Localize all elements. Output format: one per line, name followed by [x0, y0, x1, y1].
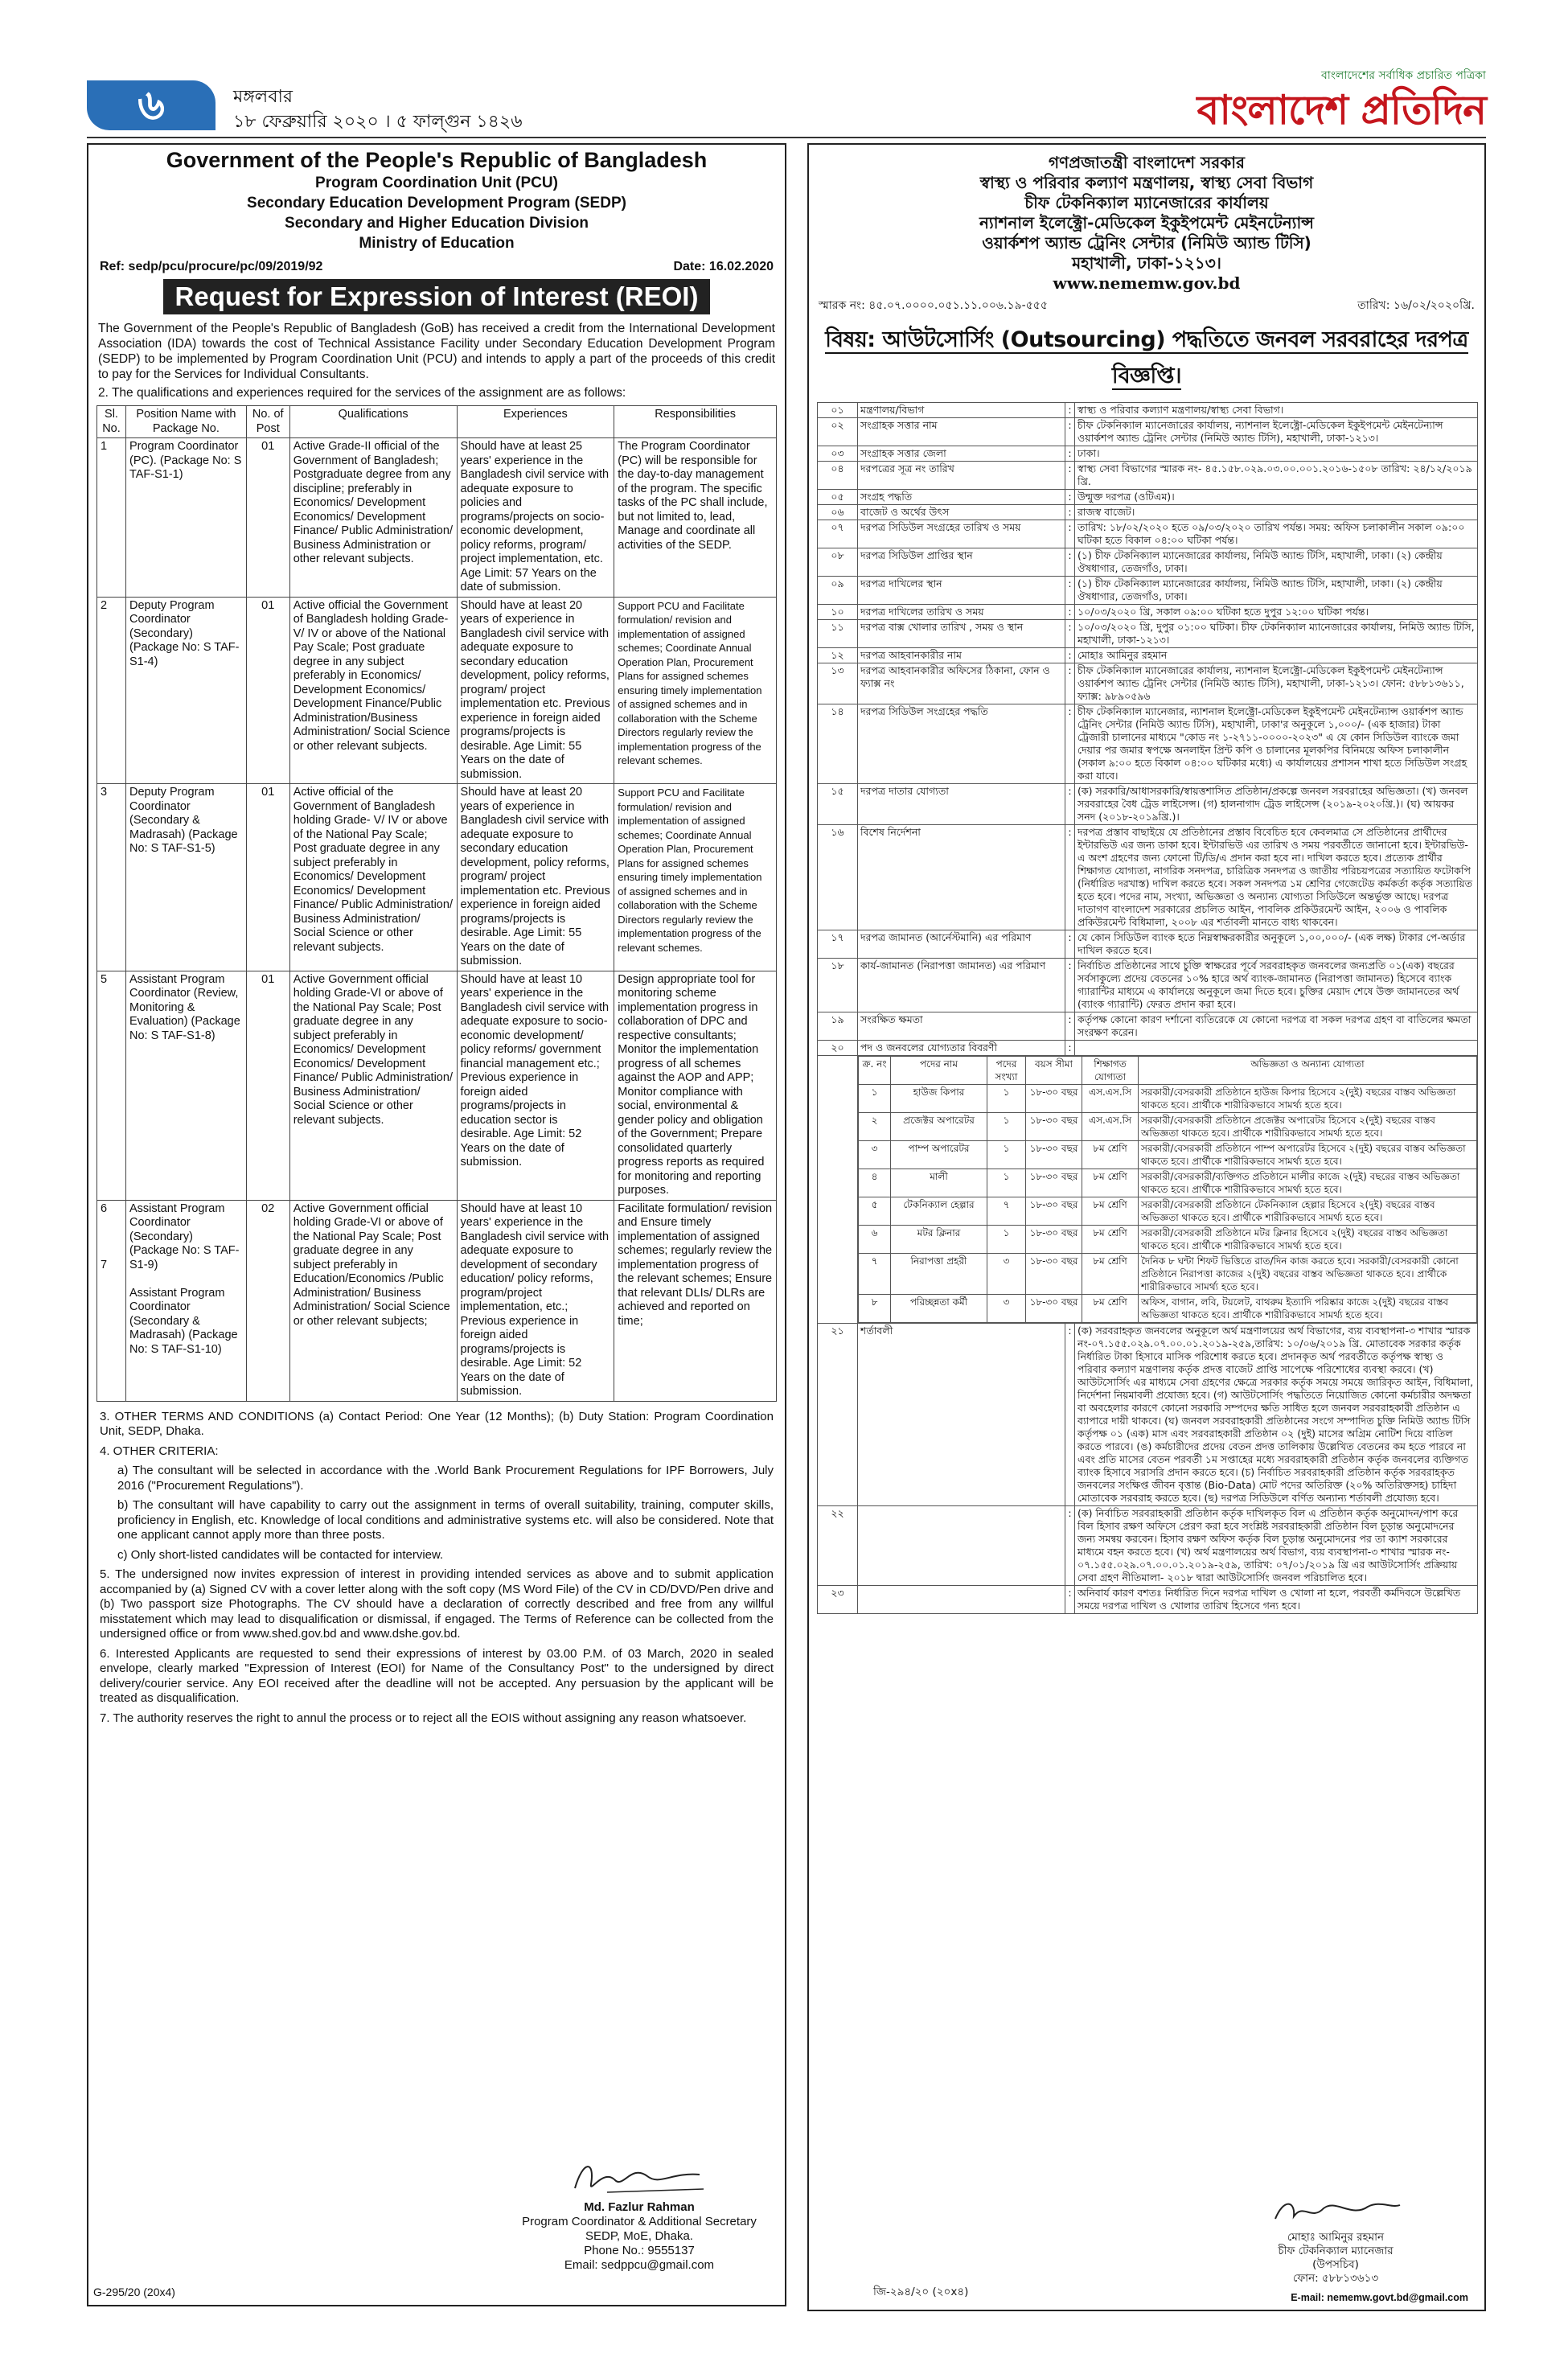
posts-spacer	[818, 1056, 858, 1324]
post-row	[859, 1226, 1477, 1254]
ad2-head-line: স্বাস্থ্য ও পরিবার কল্যাণ মন্ত্রণালয়, স্বাস্থ্য সেবা বিভাগ	[979, 173, 1314, 192]
tender-row	[818, 1012, 1478, 1041]
colon-separator: :	[1065, 403, 1075, 418]
posts-col-header: পদের সংখ্যা	[987, 1057, 1026, 1085]
terms-section	[88, 1402, 785, 1727]
tender-row-value: কর্তৃপক্ষ কোনো কারণ দর্শানো ব্যতিরেকে যে কোনো দরপত্র বা সকল দরপত্র গ্রহণ বা বাতিলের ক্ষমতা সংরক্ষণ করেন।	[1075, 1012, 1478, 1041]
post-cell: মটর ক্লিনার	[891, 1226, 987, 1254]
post-cell: ১	[987, 1113, 1026, 1141]
ad1-line: Program Coordination Unit (PCU)	[315, 175, 558, 191]
post-row	[859, 1085, 1477, 1113]
tender-row-label: দরপত্র আহবানকারীর অফিসের ঠিকানা, ফোন ও ফ্যাক্স নং	[858, 663, 1065, 704]
cell-experience: Should have at least 20 years of experience in Bangladesh civil service with adequate exposure to secondary education development, policy reforms, program/ project implementation etc. Previous experience in foreign aided programs/projects is desirable. Age Limit: 55 Years on the date of submission.	[457, 784, 614, 971]
header-rule	[87, 137, 1486, 138]
tender-row-value: দরপত্র প্রস্তাব বাছাইয়ে যে প্রতিষ্ঠানের প্রস্তাব বিবেচিত হবে কেবলমাত্র সে প্রতিষ্ঠানের প্রার্থীদের ইন্টারভিউ এর জন্য ডাকা হবে। ইন্টারভিউ এর তারিখ ও সময় পরবর্তীতে জানানো হবে। ইন্টারভিউ-এ অংশ গ্রহণের জন্য ফোনো টি/ডি/এ প্রদান করা হবে না। দাখিল করতে হবে। প্রত্যেক প্রার্থীর শিক্ষাগত যোগ্যতা, নাগরিক সনদপত্র, চারিত্রিক সনদপত্র ও জাতীয় পরিচয়পত্রের সত্যায়িত ফটোকপি (নির্ধারিত দরখাস্ত) দাখিল করতে হবে। সকল সনদপত্র ১ম শ্রেণির গেজেটেড কর্মকর্তা কর্তৃক সত্যায়িত হতে হবে। পদের নাম, সংখ্যা, অভিজ্ঞতা ও অন্যান্য যোগ্যতা সিডিউলে অন্তর্ভুক্ত আছে। দরপত্র দাতাগণ বাংলাদেশ সরকারের প্রচলিত আইন, পাবলিক প্রকিউরমেন্ট আইন, ২০০৬ ও পাবলিক প্রকিউরমেন্ট বিধিমালা, ২০০৮ এর শর্তাবলী মানতে বাধ্য থাকবেন।	[1075, 825, 1478, 930]
sl-7: 7	[101, 1258, 108, 1271]
positions-table	[96, 405, 777, 1402]
posts-cell	[858, 1056, 1478, 1324]
ad1-intro-2: 2. The qualifications and experiences required for the services of the assignment are as follows:	[98, 386, 626, 400]
tender-row-number: ১৮	[818, 959, 858, 1012]
term-item: b) The consultant will have capability to carry out the assignment in terms of overall suitability, training, computer skills, proficiency in English, etc. Knowledge of local conditions and administrative systems etc. will also be considered. Note that one applicant cannot apply more than three posts.	[117, 1498, 774, 1542]
term-item: c) Only short-listed candidates will be contacted for interview.	[117, 1547, 444, 1562]
ad2-subject	[809, 323, 1484, 396]
ad1-signature-block	[507, 2152, 772, 2273]
tender-row-label	[858, 1586, 1065, 1614]
post-cell: ১৮-৩০ বছর	[1026, 1141, 1082, 1169]
post-cell: মালী	[891, 1169, 987, 1197]
col-header: Position Name with Package No.	[125, 406, 246, 438]
tender-row-label: শর্তাবলী	[858, 1324, 1065, 1506]
cell-sl: 2	[97, 597, 126, 784]
cell-post: 01	[246, 438, 289, 598]
col-header: Experiences	[457, 406, 614, 438]
term-item: 4. OTHER CRITERIA:	[100, 1444, 219, 1458]
tender-row-value: ১০/০৩/২০২০ খ্রি, সকাল ০৯:০০ ঘটিকা হতে দুপুর ১২:০০ ঘটিকা পর্যন্ত।	[1075, 605, 1478, 620]
ad2-signer-title: চীফ টেকনিক্যাল ম্যানেজার	[1278, 2245, 1394, 2257]
post-cell: ৮ম শ্রেণি	[1082, 1295, 1139, 1323]
ad2-website: www.nememw.gov.bd	[1053, 273, 1241, 293]
tender-row-value: (১) চীফ টেকনিক্যাল ম্যানেজারের কার্যালয়, নিমিউ অ্যান্ড টিসি, মহাখালী, ঢাকা। (২) কেন্দ্রীয় ঔষধাগার, তেজগাঁও, ঢাকা।	[1075, 548, 1478, 577]
cell-position: Deputy Program Coordinator (Secondary) (Package No: S TAF-S1-4)	[125, 597, 246, 784]
tender-row-label: দরপত্র আহবানকারীর নাম	[858, 648, 1065, 663]
post-cell: সরকারী/বেসরকারী প্রতিষ্ঠানে প্রজেক্টর অপারেটর হিসেবে ২(দুই) বছরের বাস্তব অভিজ্ঞতা থাকতে হবে। প্রার্থীকে শারীরিকভাবে সামর্থ্য হতে হবে।	[1139, 1113, 1477, 1141]
tender-row-value: চীফ টেকনিক্যাল ম্যানেজার, ন্যাশনাল ইলেক্ট্রো-মেডিকেল ইকুইপমেন্ট মেইনটেন্যান্স ওয়ার্কশপ অ্যান্ড ট্রেনিং সেন্টার (নিমিউ অ্যান্ড টিসি), মহাখালী, ঢাকা'র অনুকূলে ১,০০০/- (এক হাজার) টাকা ট্রেজারী চালানের মাধ্যমে "কোড নং ১-২৭১১-০০০০-২০২৩" এ যে কোন সিডিউল ব্যাংকে জমা দেয়ার পর জমার স্বপক্ষে অনলাইন প্রিন্ট কপি ও চালানের মূলকপির বিনিময়ে অফিস চলাকালীন (সকাল ৯:০০ হতে বিকাল ০৪:০০ ঘটিকার মধ্যে) এ কার্যালয়ের প্রশাসন শাখা হতে সিডিউল সংগ্রহ করা যাবে।	[1075, 704, 1478, 784]
tender-row-label: কার্য-জামানত (নিরাপত্তা জামানত) এর পরিমাণ	[858, 959, 1065, 1012]
cell-responsibility: Support PCU and Facilitate formulation/ revision and implementation of assigned schemes; Coordinate Annual Operation Plan, Procurement Plans for assigned schemes ensuring timely implementation of assigned schemes and in collaboration with the Scheme Directors regularly review the implementation progress of the relevant schemes.	[614, 597, 777, 784]
tender-row-label: দরপত্র বাক্স খোলার তারিখ , সময় ও স্থান	[858, 620, 1065, 648]
tender-row-label: সংগ্রহ পদ্ধতি	[858, 490, 1065, 505]
term-item: a) The consultant will be selected in accordance with the .World Bank Procurement Regulations for IPF Borrowers, July 2016 ("Procurement Regulations").	[117, 1464, 774, 1493]
colon-separator: :	[1065, 930, 1075, 959]
ad2-signature-block	[1203, 2191, 1468, 2286]
tender-row-value: তারিখ: ১৮/০২/২০২০ হতে ০৯/০৩/২০২০ তারিখ পর্যন্ত। সময়: অফিস চলাকালীন সকাল ০৯:০০ ঘটিকা হতে বিকাল ০৪:০০ ঘটিকা পর্যন্ত।	[1075, 520, 1478, 548]
tender-row	[818, 1041, 1478, 1056]
cell-responsibility: Facilitate formulation/ revision and Ensure timely implementation of assigned schemes; regularly review the implementation progress of the relevant schemes; Ensure that relevant DLIs/ DLRs are achieved and reported on time;	[614, 1200, 777, 1401]
post-cell: এস.এস.সি	[1082, 1085, 1139, 1113]
ad1-government-title: Government of the People's Republic of Bangladesh	[166, 148, 708, 172]
tender-row-value: (ক) সরবরাহকৃত জনবলের অনুকূলে অর্থ মন্ত্রণালয়ের অর্থ বিভাগের, ব্যয় ব্যবস্থাপনা-৩ শাখার স্মারক নং-০৭.১৫৫.০২৯.০৭.০০.০১.২০১৯-২৫৯,তারিখ: ১০/০৬/২০১৯ খ্রি. মোতাবেক সরকার কর্তৃক নির্ধারিত টাকা হিসাবে মাসিক পরিশোধ করতে হবে। প্রদানকৃত অর্থ পরবর্তীতে কর্তৃপক্ষ স্বাস্থ্য ও পরিবার কল্যাণ মন্ত্রণালয় কর্তৃক প্রদত্ত বাজেট প্রাপ্তি সাপেক্ষে পরিশোধের ব্যবস্থা করবে। (খ) আউটসোর্সিং এর মাধ্যমে সেবা গ্রহণের ক্ষেত্রে সরকার কর্তৃক সময়ে সময়ে জারিকৃত আইন, বিধিমালা, নির্দেশনা নিয়মাবলী প্রযোজ্য হবে। (গ) আউটসোর্সিং পদ্ধতিতে নিয়োজিত কোনো কর্মচারীর অদক্ষতা বা অবহেলার কারণে কোনো সরকারি সম্পদের ক্ষতি সাধিত হলে জনবল সরবরাহকারী প্রতিষ্ঠান এ ব্যাপারে দায়ী থাকবে। (ঘ) জনবল সরবরাহকারী প্রতিষ্ঠানের সংগে সম্পাদিত চুক্তি নিমিউ অ্যান্ড টিসি কর্তৃপক্ষ ০১ (এক) মাস এবং সরবরাহকারী প্রতিষ্ঠান ০২ (দুই) মাসের অগ্রিম নোটিশ দিয়ে বাতিল করতে পারবে। (ঙ) কর্মচারীদের প্রদেয় বেতন প্রদত্ত তালিকায় উল্লেখিত বেতনের কম হতে পারবে না এবং প্রতি মাসের বেতন পরবর্তী ১ম সপ্তাহের মধ্যে সরবরাহকারী প্রতিষ্ঠান কর্তৃক জনবলের ব্যক্তিগত ব্যাংক হিসাবে সরাসরি প্রদান করতে হবে। (চ) নির্বাচিত সরবরাহকারী প্রতিষ্ঠান কর্তৃক সরবরাহকৃত জনবলের সংক্ষিপ্ত জীবন বৃত্তান্ত (Bio-Data) মোট পদের অতিরিক্ত (২০% অতিরিক্তসহ) চাহিদা মোতাবেক সরবরাহ করতে হবে। (ছ) দরপত্র সিডিউলে বর্ণিত অন্যান্য শর্তাবলী প্রযোজ্য হবে।	[1075, 1324, 1478, 1506]
tender-row-value: অনিবার্য কারণ বশতঃ নির্ধারিত দিনে দরপত্র দাখিল ও খোলা না হলে, পরবর্তী কর্মদিবসে উল্লেখিত সময়ে দরপত্র দাখিল ও খোলার তারিখ হিসেবে গন্য হবে।	[1075, 1586, 1478, 1614]
ad1-ref-row	[88, 253, 785, 274]
post-cell: সরকারী/বেসরকারী/ব্যক্তিগত প্রতিষ্ঠানে মালীর কাজে ২(দুই) বছরের বাস্তব অভিজ্ঞতা থাকতে হবে। প্রার্থীকে শারীরিকভাবে সামর্থ্য হতে হবে।	[1139, 1169, 1477, 1197]
post-cell: ১৮-৩০ বছর	[1026, 1295, 1082, 1323]
colon-separator: :	[1065, 577, 1075, 605]
tender-row-label: দরপত্র দাখিলের তারিখ ও সময়	[858, 605, 1065, 620]
post-cell: ৩	[859, 1141, 891, 1169]
colon-separator: :	[1065, 490, 1075, 505]
post-cell: ৩	[987, 1254, 1026, 1295]
cell-sl: 5	[97, 971, 126, 1200]
tender-row-number: ২০	[818, 1041, 858, 1056]
post-cell: ১	[987, 1169, 1026, 1197]
tender-table	[817, 402, 1478, 1614]
colon-separator: :	[1065, 1012, 1075, 1041]
tender-row	[818, 577, 1478, 605]
page-number-badge: ৬	[87, 80, 215, 130]
ad2-code: জি-২৯৪/২০ (২০x৪)	[873, 2286, 969, 2298]
posts-header	[859, 1057, 1477, 1085]
post-cell: ১৮-৩০ বছর	[1026, 1085, 1082, 1113]
cell-qualification: Active Government official holding Grade-VI or above of the National Pay Scale; Post graduate degree in any subject preferably in Economics/ Development Economics/ Development Finance/ Public Administration/ Business Administration/ Social Science or other relevant subjects.	[289, 971, 457, 1200]
cell-post: 02	[246, 1200, 289, 1401]
cell-responsibility: Design appropriate tool for monitoring scheme implementation progress in collaboration of DPC and respective consultants; Monitor the implementation progress of all schemes against the AOP and APP; Monitor compliance with social, environmental & gender policy and obligation of the Government; Prepare consolidated quarterly progress reports as required for monitoring and reporting purposes.	[614, 971, 777, 1200]
post-cell: ১৮-৩০ বছর	[1026, 1197, 1082, 1226]
post-row	[859, 1169, 1477, 1197]
colon-separator: :	[1065, 1324, 1075, 1506]
post-cell: ৫	[859, 1197, 891, 1226]
signer-email: Email: sedppcu@gmail.com	[564, 2258, 715, 2272]
posts-col-header: অভিজ্ঞতা ও অন্যান্য যোগ্যতা	[1139, 1057, 1477, 1085]
cell-responsibility: Support PCU and Facilitate formulation/ revision and implementation of assigned schemes; Coordinate Annual Operation Plan, Procurement Plans for assigned schemes ensuring timely implementation of assigned schemes and in collaboration with the Scheme Directors regularly review the implementation progress of the relevant schemes.	[614, 784, 777, 971]
post-cell: টেকনিক্যাল হেল্পার	[891, 1197, 987, 1226]
signer-phone: Phone No.: 9555137	[584, 2244, 695, 2257]
ad2-subject-text: বিষয়: আউটসোর্সিং (Outsourcing) পদ্ধতিতে জনবল সরবরাহের দরপত্র বিজ্ঞপ্তি।	[825, 327, 1468, 388]
tender-row-value: উন্মুক্ত দরপত্র (ওটিএম)।	[1075, 490, 1478, 505]
tender-row-label: দরপত্রের সূত্র নং তারিখ	[858, 462, 1065, 490]
cell-position: Assistant Program Coordinator (Review, Monitoring & Evaluation) (Package No: S TAF-S1-8)	[125, 971, 246, 1200]
post-row	[859, 1295, 1477, 1323]
tender-row-label: পদ ও জনবলের যোগ্যতার বিবরণী	[858, 1041, 1065, 1056]
tender-row	[818, 418, 1478, 446]
sl-6: 6	[101, 1201, 108, 1215]
post-cell: সরকারী/বেসরকারী প্রতিষ্ঠানে টেকনিক্যাল হেল্পার হিসেবে ২(দুই) বছরের বাস্তব অভিজ্ঞতা থাকতে হবে। প্রার্থীকে শারীরিকভাবে সামর্থ্য হতে হবে।	[1139, 1197, 1477, 1226]
tender-row-number: ১০	[818, 605, 858, 620]
post-cell: সরকারী/বেসরকারী প্রতিষ্ঠানে মটর ক্লিনার হিসেবে ২(দুই) বছরের বাস্তব অভিজ্ঞতা থাকতে হবে। প্রার্থীকে শারীরিকভাবে সামর্থ্য হতে হবে।	[1139, 1226, 1477, 1254]
ad2-head-line: ন্যাশনাল ইলেক্ট্রো-মেডিকেল ইকুইপমেন্ট মেইনটেন্যান্স	[979, 213, 1314, 232]
post-cell: ১৮-৩০ বছর	[1026, 1113, 1082, 1141]
tender-row-value: যে কোন সিডিউল ব্যাংক হতে নিম্নস্বাক্ষরকারীর অনুকূলে ১,০০,০০০/- (এক লক্ষ) টাকার পে-অর্ডার দাখিল করতে হবে।	[1075, 930, 1478, 959]
positions-table-header	[97, 406, 777, 438]
colon-separator: :	[1065, 520, 1075, 548]
tender-row-value: (ক) সরকারি/আধাসরকারি/স্বায়ত্তশাসিত প্রতিষ্ঠান/প্রকল্পে জনবল সরবরাহের অভিজ্ঞতা। (খ) জনবল সরবরাহের বৈধ ট্রেড লাইসেন্স। (গ) হালনাগাদ ট্রেড লাইসেন্স (২০১৯-২০২০খ্রি.)। (ঘ) আয়কর সনদ (২০১৮-২০১৯খ্রি.)।	[1075, 784, 1478, 825]
col-header: Responsibilities	[614, 406, 777, 438]
tender-row-number: ০১	[818, 403, 858, 418]
post-cell: ১	[987, 1141, 1026, 1169]
header-day: মঙ্গলবার	[233, 87, 293, 107]
table-row	[97, 438, 777, 598]
tender-row	[818, 605, 1478, 620]
tender-row-label: সংগ্রাহক সত্তার জেলা	[858, 446, 1065, 462]
tender-row	[818, 1506, 1478, 1586]
colon-separator: :	[1065, 605, 1075, 620]
post-cell: ১	[987, 1226, 1026, 1254]
post-cell: পাম্প অপারেটর	[891, 1141, 987, 1169]
tender-row-number: ১৫	[818, 784, 858, 825]
term-item: 6. Interested Applicants are requested to send their expressions of interest by 03.00 P.M. of 03 March, 2020 in sealed envelope, clearly marked "Expression of Interest (EOI) for Name of the Consultancy Post" to the undersigned by direct delivery/courier service. Any EOI received after the deadline will not be accepted. Any persuasion by the applicant will be treated as disqualification.	[100, 1646, 774, 1705]
tender-row-number: ০৩	[818, 446, 858, 462]
post-cell: অফিস, বাগান, লবি, টয়লেট, বাথরুম ইত্যাদি পরিষ্কার কাজে ২(দুই) বছরের বাস্তব অভিজ্ঞতা থাকতে হবে। প্রার্থীকে শারীরিকভাবে সামর্থ্য হতে হবে।	[1139, 1295, 1477, 1323]
ad2-signer-role: (উপসচিব)	[1312, 2258, 1359, 2271]
header-date: ১৮ ফেব্রুয়ারি ২০২০ । ৫ ফাল্গুন ১৪২৬	[233, 112, 523, 132]
tender-row-label: দরপত্র সিডিউল সংগ্রহের পদ্ধতি	[858, 704, 1065, 784]
posts-col-header: বয়স সীমা	[1026, 1057, 1082, 1085]
table-row	[97, 971, 777, 1200]
post-cell: দৈনিক ৮ ঘন্টা শিফট ভিত্তিতে রাত/দিন কাজ করতে হবে। সরকারী/বেসরকারী কোনো প্রতিষ্ঠানে নিরাপত্তা কাজের ২(দুই) বছরের বাস্তব অভিজ্ঞতা থাকতে হবে। প্রার্থীকে শারীরিকভাবে সামর্থ্য হতে হবে।	[1139, 1254, 1477, 1295]
tender-row-label: বাজেট ও অর্থের উৎস	[858, 505, 1065, 520]
tender-row	[818, 520, 1478, 548]
tender-row	[818, 959, 1478, 1012]
colon-separator: :	[1065, 663, 1075, 704]
ad1-line: Secondary and Higher Education Division	[285, 215, 589, 232]
post-cell: ৮ম শ্রেণি	[1082, 1254, 1139, 1295]
post-cell: ১৮-৩০ বছর	[1026, 1226, 1082, 1254]
tender-row-number: ১৭	[818, 930, 858, 959]
ad1-ref: Ref: sedp/pcu/procure/pc/09/2019/92	[100, 260, 323, 273]
tender-row-number: ০৪	[818, 462, 858, 490]
tender-row-value: নির্বাচিত প্রতিষ্ঠানের সাথে চুক্তি স্বাক্ষরের পূর্বে সরবরাহকৃত জনবলের জন্যপ্রতি ০১(এক) বছরের সর্বসাকুল্যে প্রদেয় বেতনের ১০% হারে অর্থ ব্যাংক-জামানত (নিরাপত্তা জামানত) হিসেবে ব্যাংক গ্যারান্টির মাধ্যমে এ কার্যালয়ে অনুকূলে জমা দিতে হবে। চুক্তির মেয়াদ শেষে উক্ত জামানতের অর্থ (ব্যাংক গ্যারান্টি) ফেরত প্রদান করা হবে।	[1075, 959, 1478, 1012]
post-cell: পরিচ্ছন্নতা কর্মী	[891, 1295, 987, 1323]
tender-row	[818, 704, 1478, 784]
tender-row-number: ২১	[818, 1324, 858, 1506]
tender-row-value: চীফ টেকনিক্যাল ম্যানেজারের কার্যালয়, ন্যাশনাল ইলেক্ট্রো-মেডিকেল ইকুইপমেন্ট মেইনটেন্যান্স ওয়ার্কশপ অ্যান্ড ট্রেনিং সেন্টার (নিমিউ অ্যান্ড টিসি), মহাখালী, ঢাকা-১২১৩। ফোন: ৫৮৮১৩৬১১, ফ্যাক্স: ৯৮৯০৫৯৬	[1075, 663, 1478, 704]
colon-separator: :	[1065, 1586, 1075, 1614]
post-cell: ৮ম শ্রেণি	[1082, 1141, 1139, 1169]
colon-separator: :	[1065, 505, 1075, 520]
ad2-head-line: ওয়ার্কশপ অ্যান্ড ট্রেনিং সেন্টার (নিমিউ অ্যান্ড টিসি)	[982, 233, 1311, 253]
tender-row	[818, 648, 1478, 663]
tender-row	[818, 462, 1478, 490]
cell-qualification: Active official the Government of Bangladesh holding Grade- V/ IV or above of the National Pay Scale; Post graduate degree in any subject preferably in Economics/ Development Economics/ Development Finance/Public Administration/Business Administration/ Social Science or other relevant subjects.	[289, 597, 457, 784]
tender-row-value: স্বাস্থ্য ও পরিবার কল্যাণ মন্ত্রণালয়/স্বাস্থ্য সেবা বিভাগ।	[1075, 403, 1478, 418]
tender-row	[818, 490, 1478, 505]
cell-post: 01	[246, 971, 289, 1200]
colon-separator: :	[1065, 446, 1075, 462]
cell-qualification: Active Grade-II official of the Government of Bangladesh; Postgraduate degree from any discipline; preferably in Economics/ Development Economics/ Development Finance/ Public Administration/ Business Administration or other relevant subjects.	[289, 438, 457, 598]
tender-row-label: দরপত্র দাখিলের স্থান	[858, 577, 1065, 605]
table-row	[97, 784, 777, 971]
tender-row-number: ০৫	[818, 490, 858, 505]
cell-position	[125, 1200, 246, 1401]
tender-row-number: ১১	[818, 620, 858, 648]
post-cell: হাউজ কিপার	[891, 1085, 987, 1113]
posts-col-header: শিক্ষাগত যোগ্যতা	[1082, 1057, 1139, 1085]
post-row	[859, 1113, 1477, 1141]
colon-separator: :	[1065, 620, 1075, 648]
tender-row-label	[858, 1506, 1065, 1586]
post-row	[859, 1197, 1477, 1226]
colon-separator: :	[1065, 1506, 1075, 1586]
tender-row-label: সংগ্রাহক সত্তার নাম	[858, 418, 1065, 446]
post-cell: ৭	[859, 1254, 891, 1295]
cell-sl	[97, 1200, 126, 1401]
colon-separator: :	[1065, 548, 1075, 577]
cell-qualification: Active Government official holding Grade-VI or above of the National Pay Scale; Post graduate degree in any subject preferably in Education/Economics /Public Administration/ Business Administration/ Social Science or other relevant subjects;	[289, 1200, 457, 1401]
tender-row-number: ২২	[818, 1506, 858, 1586]
colon-separator: :	[1065, 462, 1075, 490]
term-item: 7. The authority reserves the right to annul the process or to reject all the EOIS without assigning any reason whatsoever.	[100, 1711, 747, 1725]
brand-logo: বাংলাদেশ প্রতিদিন	[1197, 87, 1486, 133]
tender-row-number: ০৭	[818, 520, 858, 548]
tender-row	[818, 446, 1478, 462]
post-cell: সরকারী/বেসরকারী প্রতিষ্ঠানে পাম্প অপারেটর হিসেবে ২(দুই) বছরের বাস্তব অভিজ্ঞতা থাকতে হবে। প্রার্থীকে শারীরিকভাবে সামর্থ্য হতে হবে।	[1139, 1141, 1477, 1169]
ad2-ref-row	[809, 293, 1484, 318]
colon-separator: :	[1065, 704, 1075, 784]
tender-row	[818, 930, 1478, 959]
ad2-ref: স্মারক নং: ৪৫.০৭.০০০০.০৫১.১১.০০৬.১৯-৫৫৫	[819, 299, 1048, 312]
post-cell: প্রজেক্টর অপারেটর	[891, 1113, 987, 1141]
cell-sl: 3	[97, 784, 126, 971]
colon-separator: :	[1065, 959, 1075, 1012]
tender-row-value: (১) চীফ টেকনিক্যাল ম্যানেজারের কার্যালয়, নিমিউ অ্যান্ড টিসি, মহাখালী, ঢাকা। (২) কেন্দ্রীয় ঔষধাগার, তেজগাঁও, ঢাকা।	[1075, 577, 1478, 605]
ad1-line: Secondary Education Development Program (SEDP)	[247, 195, 626, 212]
tender-row-value: ১০/০৩/২০২০ খ্রি, দুপুর ০১:০০ ঘটিকা। চীফ টেকনিক্যাল ম্যানেজারের কার্যালয়, নিমিউ অ্যান্ড টিসি, মহাখালী, ঢাকা-১২১৩।	[1075, 620, 1478, 648]
ad2-head-line: চীফ টেকনিক্যাল ম্যানেজারের কার্যালয়	[1024, 193, 1269, 212]
cell-experience: Should have at least 25 years' experience in the Bangladesh civil service with adequate exposure to policies and programs/projects on socio-economic development, policy reforms, program/ project implementation, etc. Age Limit: 57 Years on the date of submission.	[457, 438, 614, 598]
tender-row-number: ১৩	[818, 663, 858, 704]
tender-row-label: দরপত্র সিডিউল প্রাপ্তির স্থান	[858, 548, 1065, 577]
ad2-heading	[809, 153, 1484, 273]
cell-position: Program Coordinator (PC). (Package No: S TAF-S1-1)	[125, 438, 246, 598]
tender-row-number: ০৯	[818, 577, 858, 605]
tender-row-label: বিশেষ নির্দেশনা	[858, 825, 1065, 930]
tender-row-label: দরপত্র দাতার যোগ্যতা	[858, 784, 1065, 825]
posts-table	[858, 1056, 1477, 1323]
post-cell: নিরাপত্তা প্রহরী	[891, 1254, 987, 1295]
tender-row	[818, 663, 1478, 704]
ad1-line: Ministry of Education	[359, 235, 515, 252]
cell-experience: Should have at least 10 years' experience in the Bangladesh civil service with adequate exposure to development of secondary education/ policy reforms, program/project implementation, etc.; Previous experience in foreign aided programs/projects is desirable. Age Limit: 52 Years on the date of submission.	[457, 1200, 614, 1401]
tender-row	[818, 548, 1478, 577]
tender-row	[818, 620, 1478, 648]
cell-position: Deputy Program Coordinator (Secondary & Madrasah) (Package No: S TAF-S1-5)	[125, 784, 246, 971]
ad2-head-line: গণপ্রজাতন্ত্রী বাংলাদেশ সরকার	[1049, 153, 1245, 172]
cell-qualification: Active official of the Government of Bangladesh holding Grade- V/ IV or above of the National Pay Scale; Post graduate degree in any subject preferably in Economics/ Development Economics/ Development Finance/ Public Administration/ Business Administration/ Social Science or other relevant subjects.	[289, 784, 457, 971]
ad2-signer-phone: ফোন: ৫৮৮১৩৬১৩	[1292, 2272, 1379, 2285]
cell-experience: Should have at least 20 years of experience in Bangladesh civil service with adequate exposure to secondary education development, policy reforms, program/ project implementation etc. Previous experience in foreign aided programs/projects is desirable. Age Limit: 55 Years on the date of submission.	[457, 597, 614, 784]
ad1-intro: The Government of the People's Republic of Bangladesh (GoB) has received a credit from the International Development Association (IDA) towards the cost of Technical Assistance Facility under Secondary Education Development Program (SEDP) to be implemented by Program Coordination Unit (PCU) and intends to apply a part of the proceeds of this credit to pay for the Services for Individual Consultants.	[98, 322, 775, 381]
ad1-date: Date: 16.02.2020	[673, 260, 774, 273]
cell-responsibility: The Program Coordinator (PC) will be responsible for the day-to-day management of the program. The specific tasks of the PC shall include, but not limited to, lead, Manage and coordinate all activities of the SEDP.	[614, 438, 777, 598]
posts-row	[818, 1056, 1478, 1324]
post-cell: সরকারী/বেসরকারী প্রতিষ্ঠানে হাউজ কিপার হিসেবে ২(দুই) বছরের বাস্তব অভিজ্ঞতা থাকতে হবে। প্রার্থীকে শারীরিকভাবে সামর্থ্য হতে হবে।	[1139, 1085, 1477, 1113]
brand-tagline: বাংলাদেশের সর্বাধিক প্রচারিত পত্রিকা	[1321, 69, 1486, 82]
tender-row-value: স্বাস্থ্য সেবা বিভাগের স্মারক নং- ৪৫.১৫৮.০২৯.০৩.০০.০০১.২০১৬-১৫০৮ তারিখ: ২৪/১২/২০১৯ খ্রি.	[1075, 462, 1478, 490]
table-row	[97, 597, 777, 784]
colon-separator: :	[1065, 784, 1075, 825]
post-cell: ১	[859, 1085, 891, 1113]
colon-separator: :	[1065, 418, 1075, 446]
tender-row	[818, 1586, 1478, 1614]
colon-separator: :	[1065, 825, 1075, 930]
tender-row-value: মোহাঃ আমিনুর রহমান	[1075, 648, 1478, 663]
col-header: Qualifications	[289, 406, 457, 438]
post-cell: ১৮-৩০ বছর	[1026, 1254, 1082, 1295]
newspaper-header	[0, 0, 1568, 137]
tender-row-number: ২৩	[818, 1586, 858, 1614]
post-cell: ৮ম শ্রেণি	[1082, 1226, 1139, 1254]
position-7: Assistant Program Coordinator (Secondary & Madrasah) (Package No: S TAF-S1-10)	[129, 1286, 238, 1356]
tender-row-number: ১৪	[818, 704, 858, 784]
cell-sl: 1	[97, 438, 126, 598]
post-row	[859, 1254, 1477, 1295]
term-item: 5. The undersigned now invites expression of interest in providing intended services as above and to submit application accompanied by (a) Signed CV with a cover letter along with the soft copy (MS Word File) of the CV in CD/DVD/Pen drive and (b) Two passport size Photographs. The CV should have a declaration of correctly described and free from any willful misstatement which may lead to disqualification or dismissal, if engaged. The Terms of Reference can be collected from the undersigned office or from www.shed.gov.bd and www.dshe.gov.bd.	[100, 1567, 774, 1641]
tender-row-number: ১২	[818, 648, 858, 663]
post-cell: ৭	[987, 1197, 1026, 1226]
col-header: Sl. No.	[97, 406, 126, 438]
ad1-code: G-295/20 (20x4)	[93, 2286, 175, 2298]
post-cell: ৬	[859, 1226, 891, 1254]
reoi-title-banner: Request for Expression of Interest (REOI)	[163, 279, 710, 314]
tender-row-value: রাজস্ব বাজেট।	[1075, 505, 1478, 520]
reoi-advertisement	[87, 143, 786, 2306]
tender-row-label: দরপত্র জামানত (আর্নেস্টমানি) এর পরিমাণ	[858, 930, 1065, 959]
signer-name: Md. Fazlur Rahman	[584, 2200, 695, 2214]
tender-row-label: সংরক্ষিত ক্ষমতা	[858, 1012, 1065, 1041]
post-cell: ২	[859, 1113, 891, 1141]
tender-row-value	[1075, 1041, 1478, 1056]
colon-separator: :	[1065, 648, 1075, 663]
cell-post: 01	[246, 597, 289, 784]
post-cell: এস.এস.সি	[1082, 1113, 1139, 1141]
posts-col-header: ক্র. নং	[859, 1057, 891, 1085]
post-cell: ১৮-৩০ বছর	[1026, 1169, 1082, 1197]
ad2-signer-name: মোহাঃ আমিনুর রহমান	[1287, 2231, 1385, 2244]
post-cell: ৮ম শ্রেণি	[1082, 1197, 1139, 1226]
tender-row	[818, 505, 1478, 520]
tender-row-value: ঢাকা।	[1075, 446, 1478, 462]
term-item: 3. OTHER TERMS AND CONDITIONS (a) Contact Period: One Year (12 Months); (b) Duty Station: Program Coordination Unit, SEDP, Dhaka.	[100, 1409, 774, 1438]
post-cell: ৩	[987, 1295, 1026, 1323]
tender-row-value: চীফ টেকনিক্যাল ম্যানেজারের কার্যালয়, ন্যাশনাল ইলেক্ট্রো-মেডিকেল ইকুইপমেন্ট মেইনটেন্যান্স ওয়ার্কশপ অ্যান্ড ট্রেনিং সেন্টার (নিমিউ অ্যান্ড টিসি), মহাখালী, ঢাকা-১২১৩।	[1075, 418, 1478, 446]
posts-col-header: পদের নাম	[891, 1057, 987, 1085]
tender-row	[818, 784, 1478, 825]
tender-row-number: ১৬	[818, 825, 858, 930]
post-cell: ৪	[859, 1169, 891, 1197]
tender-advertisement	[807, 143, 1486, 2311]
ad2-date: তারিখ: ১৬/০২/২০২০খ্রি.	[1357, 299, 1475, 312]
signer-org: SEDP, MoE, Dhaka.	[585, 2229, 693, 2243]
tender-row-number: ১৯	[818, 1012, 858, 1041]
tender-row	[818, 825, 1478, 930]
signature-scribble	[1263, 2191, 1408, 2231]
tender-row	[818, 1324, 1478, 1506]
ad2-head-line: মহাখালী, ঢাকা-১২১৩।	[1072, 253, 1221, 273]
cell-post: 01	[246, 784, 289, 971]
tender-row-number: ০৬	[818, 505, 858, 520]
tender-row-value: (ক) নির্বাচিত সরবরাহকারী প্রতিষ্ঠান কর্তৃক দাখিলকৃত বিল এ প্রতিষ্ঠান কর্তৃক অনুমোদন/পাশ করে বিল হিসাব রক্ষণ অফিসে প্রেরণ করা হবে সংশ্লিষ্ট সরবরাহকারী প্রতিষ্ঠান বিল চূড়ান্ত অনুমোদনের জন্য সমন্বয় করবেন। হিসাব রক্ষণ অফিস কর্তৃক বিল চূড়ান্ত অনুমোদনের পর তা ক্যাশ সরকারের মাধ্যমে বহন করতে হবে। (খ) অর্থ মন্ত্রণালয়ের অর্থ বিভাগ, ব্যয় ব্যবস্থাপনা-৩ শাখার স্মারক নং- ০৭.১৫৫.০২৯.০৭.০০.০১.২০১৯-২৫৯, তারিখ: ০৭/০১/২০১৯ খ্রি এর আউটসোর্সিং প্রক্রিয়ায় সেবা গ্রহণ নীতিমালা- ২০১৮ দ্বারা আউটসোর্সিং জনবল পরিচালিত হবে।	[1075, 1506, 1478, 1586]
post-row	[859, 1141, 1477, 1169]
post-cell: ১	[987, 1085, 1026, 1113]
signature-scribble	[559, 2152, 720, 2200]
position-6: Assistant Program Coordinator (Secondary) (Package No: S TAF-S1-9)	[129, 1201, 240, 1271]
tender-row-label: দরপত্র সিডিউল সংগ্রহের তারিখ ও সময়	[858, 520, 1065, 548]
tender-row-number: ০২	[818, 418, 858, 446]
col-header: No. of Post	[246, 406, 289, 438]
colon-separator: :	[1065, 1041, 1075, 1056]
ad2-email: E-mail: nememw.govt.bd@gmail.com	[1291, 2292, 1468, 2303]
cell-experience: Should have at least 10 years' experience in the Bangladesh civil service with adequate exposure to socio-economic development/ policy reforms/ government financial management etc.; Previous experience in foreign aided programs/projects in education sector is desirable. Age Limit: 52 Years on the date of submission.	[457, 971, 614, 1200]
tender-row	[818, 403, 1478, 418]
tender-row-label: মন্ত্রণালয়/বিভাগ	[858, 403, 1065, 418]
tender-row-number: ০৮	[818, 548, 858, 577]
signer-title: Program Coordinator & Additional Secretary	[522, 2215, 757, 2228]
post-cell: ৮ম শ্রেণি	[1082, 1169, 1139, 1197]
post-cell: ৮	[859, 1295, 891, 1323]
table-row	[97, 1200, 777, 1401]
